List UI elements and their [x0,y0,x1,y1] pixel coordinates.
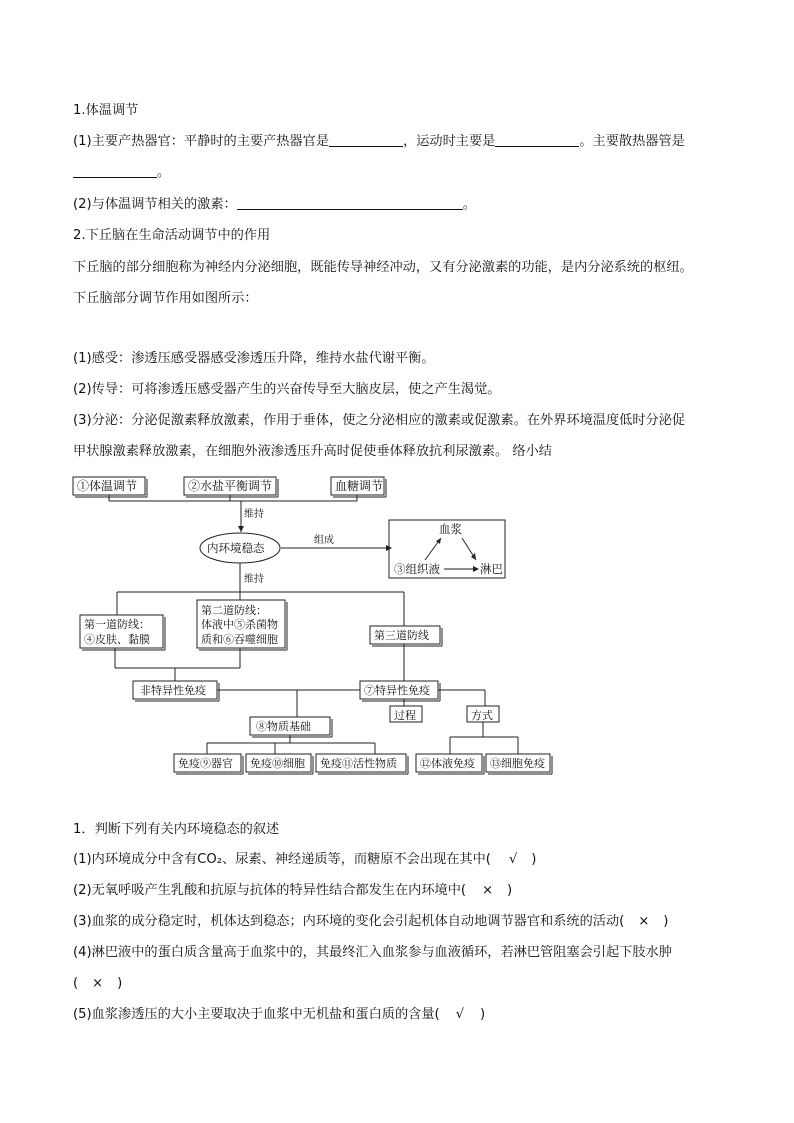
q2-text: (2)与体温调节相关的激素： [73,197,237,212]
q1-text-b: ，运动时主要是 [403,134,496,149]
judge-item-5-text: (5)血浆渗透压的大小主要取决于血浆中无机盐和蛋白质的含量( [73,1007,440,1022]
judge-item-2-text: (2)无氧呼吸产生乳酸和抗原与抗体的特异性结合都发生在内环境中( [73,883,467,898]
judge-item-3-mark: × [638,914,650,929]
box-active-substance: 免疫⑪活性物质 [320,757,397,770]
q1-text-c: 。主要散热器管是 [579,134,685,149]
defense-2-line3: 质和⑥吞噬细胞 [201,633,278,646]
judge-item-4-mark: × [92,976,104,991]
section3-title: 1．判断下列有关内环境稳态的叙述 [73,822,280,837]
label-maintain-bottom: 维持 [244,574,264,585]
box-specific: ⑦特异性免疫 [364,684,430,697]
judge-item-2 [73,882,512,900]
q2-end: 。 [462,197,476,212]
box-immune-cell: 免疫⑩细胞 [250,757,305,770]
judge-item-2-close: ) [506,883,513,898]
judge-item-2-mark: × [482,883,493,898]
label-lymph: 淋巴 [480,562,503,576]
center-homeostasis: 内环境稳态 [207,541,265,555]
section1-title: 1.体温调节 [73,103,139,118]
judge-item-1 [73,851,536,869]
judge-item-1-text: (1)内环境成分中含有CO₂、尿素、神经递质等，而糖原不会出现在其中( [73,852,491,867]
box-humoral: ⑫体液免疫 [420,757,475,770]
box-material: ⑧物质基础 [256,720,311,733]
defense-2-title: 第二道防线： [201,604,267,617]
judge-item-1-mark: √ [508,852,518,867]
section2-p2: (2)传导：可将渗透压感受器产生的兴奋传导至大脑皮层，使之产生渴觉。 [73,382,501,397]
box-immune-organ: 免疫⑨器官 [178,757,233,770]
judge-item-4-close: ) [117,976,123,991]
defense-2-line2: 体液中⑤杀菌物 [201,618,278,631]
box-process: 过程 [394,709,416,722]
label-plasma: 血浆 [439,522,462,536]
judge-item-3-text: (3)血浆的成分稳定时，机体达到稳态；内环境的变化会引起机体自动地调节器官和系统的活动( [73,914,625,929]
judge-item-1-close: ) [531,852,537,867]
judge-item-5 [73,1006,485,1024]
label-tissue-fluid: ③组织液 [394,562,440,576]
defense-1-content: ④皮肤、黏膜 [84,633,150,646]
section2-intro2: 下丘脑部分调节作用如图所示： [73,291,258,306]
judge-item-4: (4)淋巴液中的蛋白质含量高于血浆中的，其最终汇入血浆参与血液循环，若淋巴管阻塞会引起下肢水肿 [73,945,672,960]
judge-item-4-open: ( [73,976,79,991]
section2-title: 2.下丘脑在生命活动调节中的作用 [73,228,271,243]
q1-end: 。 [157,165,171,180]
label-maintain-top: 维持 [244,509,264,520]
section2-p1: (1)感受：渗透压感受器感受渗透压升降，维持水盐代谢平衡。 [73,351,435,366]
section2-intro: 下丘脑的部分细胞称为神经内分泌细胞，既能传导神经冲动，又有分泌激素的功能，是内分泌系统的枢纽。 [73,260,693,275]
label-compose: 组成 [314,535,334,546]
box-nonspecific: 非特异性免疫 [140,684,206,697]
judge-item-4-cont [73,975,122,993]
box-temperature: ①体温调节 [77,479,138,493]
box-cellular: ⑬细胞免疫 [490,757,545,770]
section2-p3: (3)分泌：分泌促激素释放激素，作用于垂体，使之分泌相应的激素或促激素。在外界环境温度低时分泌促 [73,413,686,428]
section2-p3b: 甲状腺激素释放激素，在细胞外液渗透压升高时促使垂体释放抗利尿激素。 络小结 [73,444,552,459]
q1-text-a: (1)主要产热器官：平静时的主要产热器官是 [73,134,330,149]
judge-item-5-close: ) [480,1007,486,1022]
judge-item-5-mark: √ [455,1007,464,1022]
judge-item-3-close: ) [663,914,669,929]
defense-3: 第三道防线 [374,629,429,642]
judge-item-3 [73,913,668,931]
defense-1-title: 第一道防线： [84,618,150,631]
box-water-salt: ②水盐平衡调节 [188,479,273,493]
box-method: 方式 [471,709,493,722]
box-blood-sugar: 血糖调节 [335,479,384,493]
